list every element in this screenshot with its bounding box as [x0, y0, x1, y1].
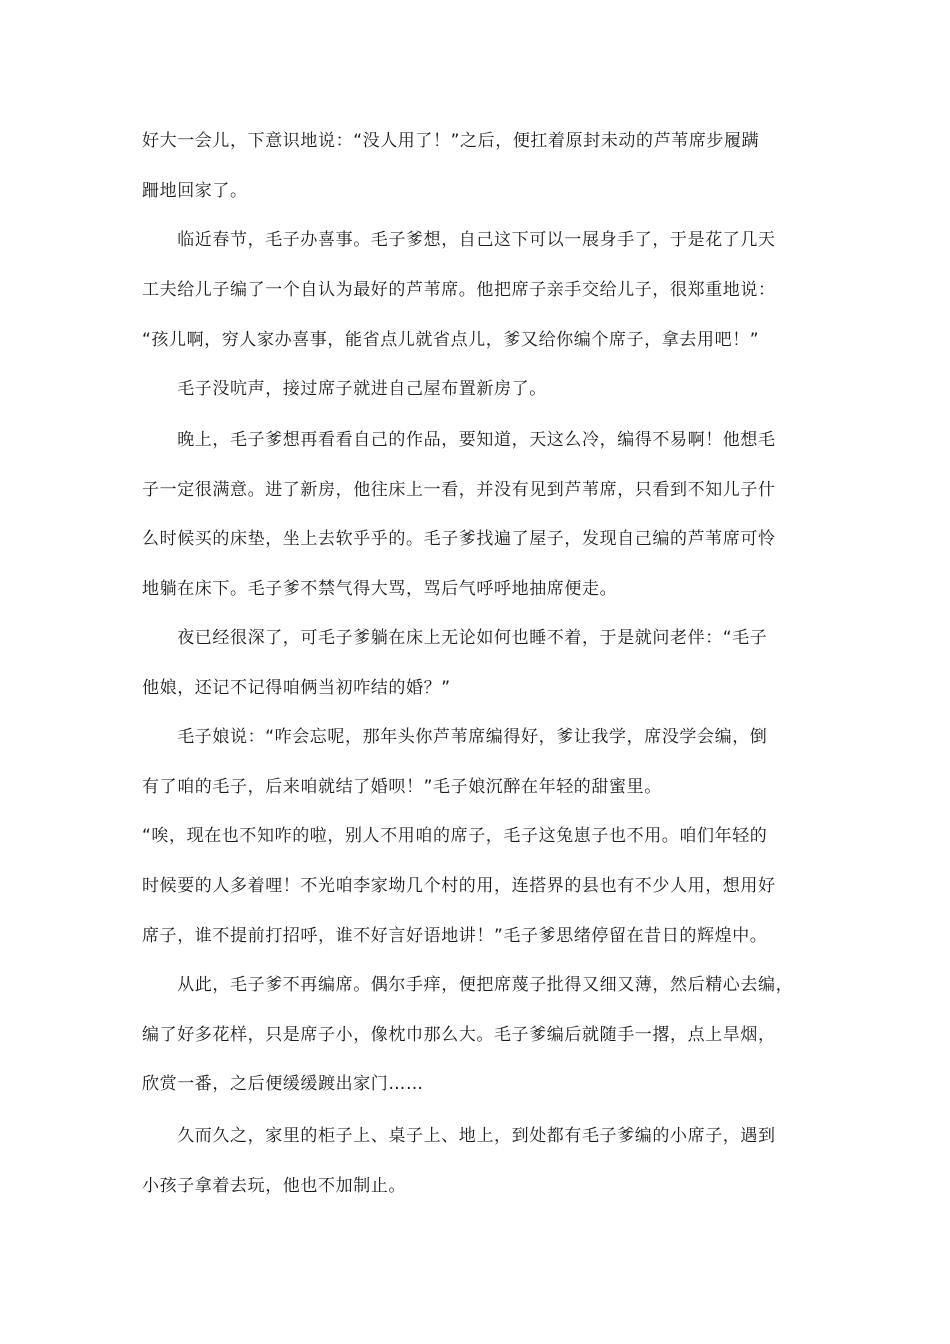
text-line-10: 地躺在床下。毛子爹不禁气得大骂，骂后气呼呼地抽席便走。	[142, 579, 618, 599]
text-line-1: 好大一会儿，下意识地说：“没人用了！”之后，便扛着原封未动的芦苇席步履蹒	[142, 131, 760, 151]
text-line-2: 跚地回家了。	[142, 181, 248, 201]
text-line-6: 毛子没吭声，接过席子就进自己屋布置新房了。	[142, 379, 547, 399]
text-line-13: 毛子娘说：“咋会忘呢，那年头你芦苇席编得好，爹让我学，席没学会编，倒	[142, 727, 768, 747]
text-line-7: 晚上，毛子爹想再看看自己的作品，要知道，天这么冷，编得不易啊！他想毛	[142, 430, 776, 450]
text-line-4: 工夫给儿子编了一个自认为最好的芦苇席。他把席子亲手交给儿子，很郑重地说：	[142, 280, 776, 300]
text-line-12: 他娘，还记不记得咱俩当初咋结的婚？”	[142, 678, 451, 698]
text-line-19: 编了好多花样，只是席子小，像枕巾那么大。毛子爹编后就随手一撂，点上旱烟，	[142, 1025, 776, 1045]
text-line-9: 么时候买的床垫，坐上去软乎乎的。毛子爹找遍了屋子，发现自己编的芦苇席可怜	[142, 529, 776, 549]
text-line-22: 小孩子拿着去玩，他也不加制止。	[142, 1176, 406, 1196]
text-line-11: 夜已经很深了，可毛子爹躺在床上无论如何也睡不着，于是就问老伴：“毛子	[142, 628, 768, 648]
text-line-8: 子一定很满意。进了新房，他往床上一看，并没有见到芦苇席，只看到不知儿子什	[142, 480, 776, 500]
text-line-15: “唉，现在也不知咋的啦，别人不用咱的席子，毛子这兔崽子也不用。咱们年轻的	[142, 826, 768, 846]
text-line-3: 临近春节，毛子办喜事。毛子爹想，自己这下可以一展身手了，于是花了几天	[142, 230, 776, 250]
text-line-17: 席子，谁不提前打招呼，谁不好言好语地讲！”毛子爹思绪停留在昔日的辉煌中。	[142, 926, 768, 946]
text-line-18: 从此，毛子爹不再编席。偶尔手痒，便把席蔑子批得又细又薄，然后精心去编，	[142, 975, 794, 995]
text-line-5: “孩儿啊，穷人家办喜事，能省点儿就省点儿，爹又给你编个席子，拿去用吧！”	[142, 330, 760, 350]
text-line-20: 欣赏一番，之后便缓缓踱出家门……	[142, 1074, 424, 1094]
text-line-16: 时候要的人多着哩！不光咱李家坳几个村的用，连搭界的县也有不少人用，想用好	[142, 876, 776, 896]
text-line-14: 有了咱的毛子，后来咱就结了婚呗！”毛子娘沉醉在年轻的甜蜜里。	[142, 777, 662, 797]
text-line-21: 久而久之，家里的柜子上、桌子上、地上，到处都有毛子爹编的小席子，遇到	[142, 1126, 776, 1146]
